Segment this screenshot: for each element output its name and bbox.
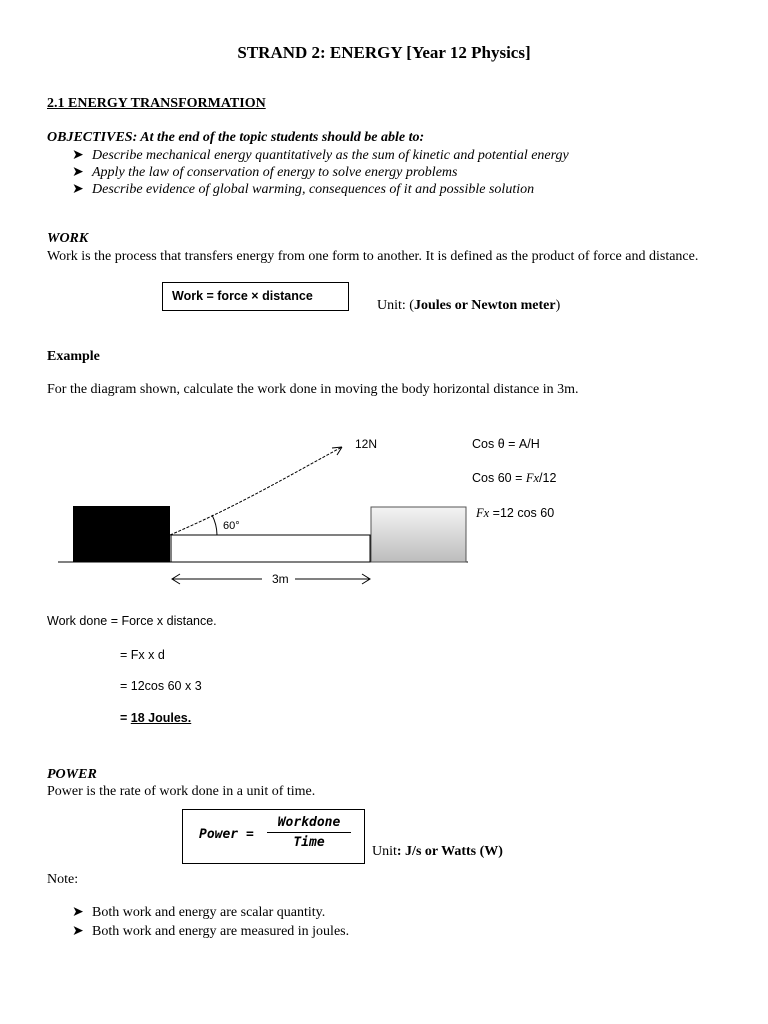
arrow-bullet-icon: ➤: [72, 905, 84, 920]
calc-line-4-prefix: =: [120, 711, 131, 725]
cos-equation-3: [475, 506, 554, 520]
note-item: [72, 923, 349, 940]
fx-variable: Fx: [525, 471, 540, 485]
work-definition: Work is the process that transfers energy from one form to another. It is defined as the product of force and distance.: [47, 249, 699, 264]
gray-box: [371, 507, 466, 562]
cos-equation-3-suffix: =12 cos 60: [489, 506, 555, 520]
note-label: Note:: [47, 872, 79, 887]
black-block: [73, 506, 170, 562]
cos-equation-2-prefix: Cos 60 =: [472, 471, 526, 485]
note-item: [72, 904, 325, 921]
calc-line-4: [120, 711, 191, 725]
calc-line-1: Work done = Force x distance.: [47, 614, 217, 628]
work-unit-value: Joules or Newton meter: [413, 298, 556, 313]
calc-line-3: = 12cos 60 x 3: [120, 679, 202, 693]
document-title: STRAND 2: ENERGY [Year 12 Physics]: [237, 43, 531, 62]
connecting-rod: [171, 535, 370, 562]
power-formula-box: [182, 809, 365, 864]
power-unit: [372, 844, 503, 860]
angle-label: 60°: [223, 520, 240, 532]
cos-equation-2-suffix: /12: [539, 471, 557, 485]
example-heading: Example: [47, 349, 100, 364]
force-arrow: [170, 447, 342, 535]
force-label: 12N: [355, 437, 378, 451]
objectives-heading: OBJECTIVES: At the end of the topic students should be able to:: [47, 130, 425, 145]
example-question: For the diagram shown, calculate the work done in moving the body horizontal distance in 3m.: [47, 382, 579, 397]
distance-label: 3m: [272, 572, 289, 586]
arrow-bullet-icon: ➤: [72, 924, 84, 939]
fx-variable: Fx: [476, 506, 490, 520]
arrow-bullet-icon: ➤: [72, 165, 84, 180]
power-denominator: Time: [293, 835, 325, 850]
power-numerator: Workdone: [267, 815, 351, 833]
objective-item: [72, 147, 569, 164]
cos-equation-1: Cos θ = A/H: [472, 437, 540, 451]
objective-text: Describe evidence of global warming, consequences of it and possible solution: [92, 182, 535, 197]
arrow-bullet-icon: ➤: [72, 148, 84, 163]
objective-item: [72, 164, 457, 181]
work-unit: [377, 298, 560, 314]
angle-arc: [212, 515, 217, 535]
power-unit-prefix: Unit: [372, 844, 397, 859]
power-formula-lhs: Power =: [199, 827, 254, 842]
arrow-bullet-icon: ➤: [72, 182, 84, 197]
power-heading: POWER: [47, 767, 97, 782]
calc-line-2: = Fx x d: [120, 648, 165, 662]
note-text: Both work and energy are measured in joules.: [92, 924, 350, 939]
note-text: Both work and energy are scalar quantity.: [92, 905, 326, 920]
section-heading: 2.1 ENERGY TRANSFORMATION: [47, 96, 266, 111]
calc-answer: 18 Joules.: [130, 711, 192, 725]
work-force-diagram: [40, 425, 580, 595]
objective-text: Apply the law of conservation of energy to solve energy problems: [92, 165, 458, 180]
power-unit-value: : J/s or Watts (W): [396, 844, 503, 859]
work-unit-suffix: ): [555, 298, 561, 313]
work-unit-prefix: Unit: (: [377, 298, 414, 313]
objective-item: [72, 181, 534, 198]
objective-text: Describe mechanical energy quantitatively as the sum of kinetic and potential energy: [92, 148, 569, 163]
work-formula-box: [162, 282, 349, 311]
power-formula-fraction: [267, 815, 351, 850]
cos-equation-2: [472, 471, 556, 485]
work-heading: WORK: [47, 231, 89, 246]
power-definition: Power is the rate of work done in a unit of time.: [47, 784, 316, 799]
work-formula: Work = force × distance: [172, 289, 313, 303]
